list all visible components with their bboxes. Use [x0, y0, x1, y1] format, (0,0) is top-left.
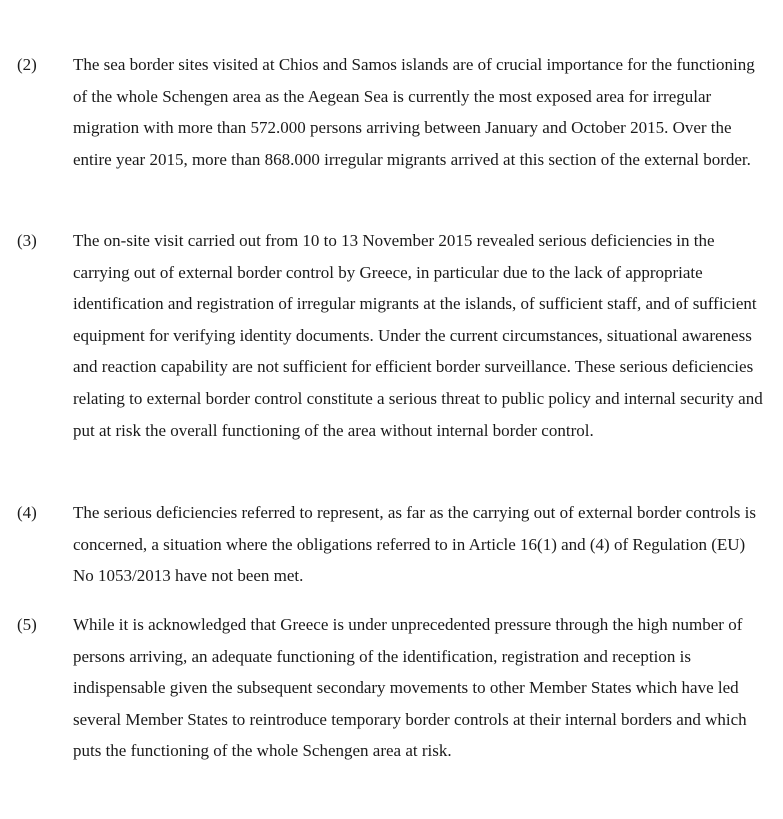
recital-number: (4) — [17, 503, 37, 522]
recital-text: The sea border sites visited at Chios and Samos islands are of crucial importance for the functioning of the whole Schengen area as the Aegean Sea is currently the most exposed area for irregular migration with more than 572.000 persons arriving between January and October 2015. Over the entire year 2015, more than 868.000 irregular migrants arrived at this section of the external border. — [73, 55, 755, 169]
recital-number: (3) — [17, 231, 37, 250]
recital-number: (2) — [17, 55, 37, 74]
recital-text: While it is acknowledged that Greece is under unprecedented pressure through the high number of persons arriving, an adequate functioning of the identification, registration and reception is indispensable given the subsequent secondary movements to other Member States which have led several Member States to reintroduce temporary border controls at their internal borders and which puts the functioning of the whole Schengen area at risk. — [73, 615, 747, 761]
recital-text: The serious deficiencies referred to represent, as far as the carrying out of external border controls is concerned, a situation where the obligations referred to in Article 16(1) and (4) of Regulation (EU) No 1053/2013 have not been met. — [73, 503, 757, 586]
recital-text: The on-site visit carried out from 10 to 13 November 2015 revealed serious deficiencies in the carrying out of external border control by Greece, in particular due to the lack of appropriate identification and registration of irregular migrants at the islands, of sufficient staff, and of sufficient equipment for verifying identity documents. Under the current circumstances, situational awareness and reaction capability are not sufficient for efficient border surveillance. These serious deficiencies relating to external border control constitute a serious threat to public policy and internal security and put at risk the overall functioning of the area without internal border control. — [73, 231, 763, 440]
recital-number: (5) — [17, 615, 37, 634]
